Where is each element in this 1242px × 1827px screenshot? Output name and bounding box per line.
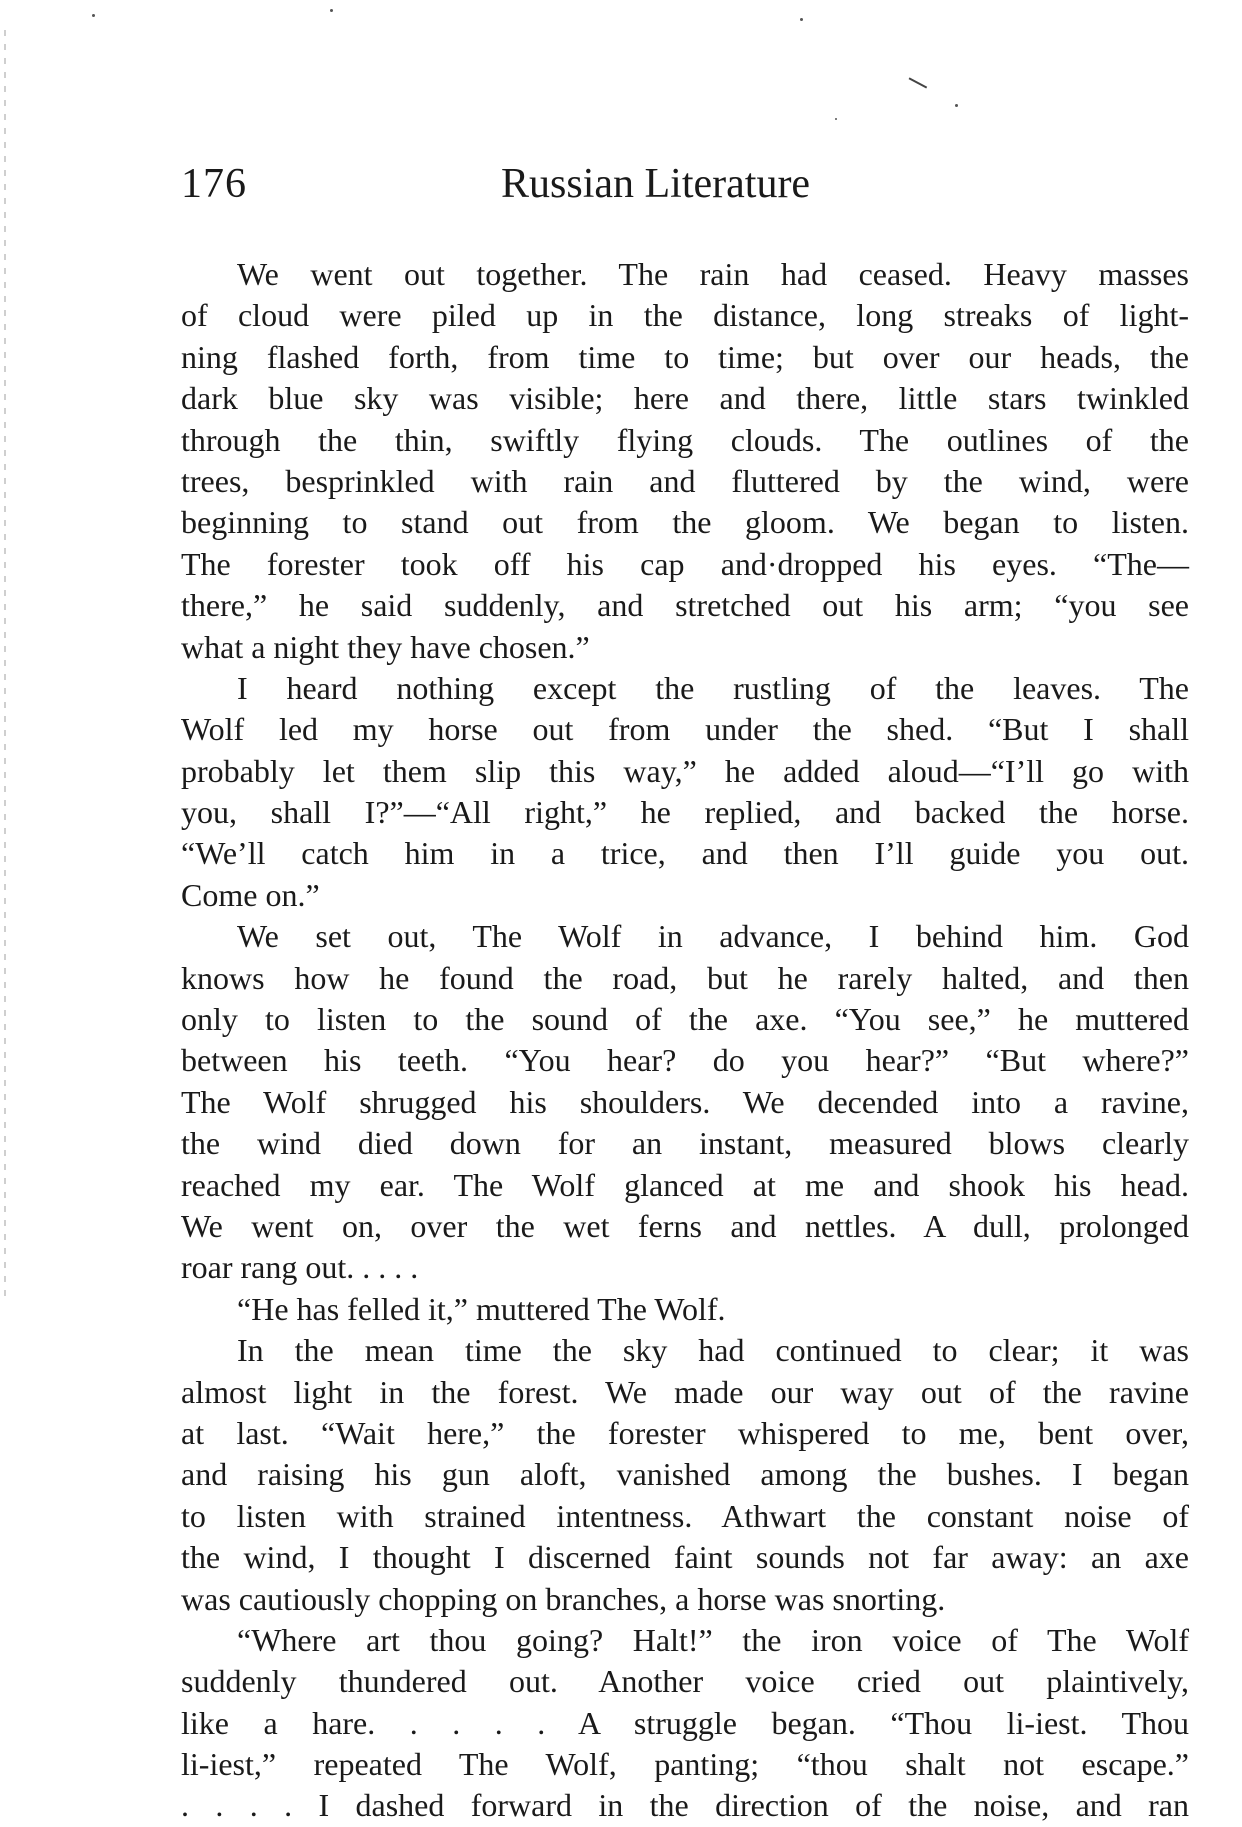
text-line: I heard nothing except the rustling of the leaves. The — [237, 669, 1189, 706]
scan-speck — [330, 9, 333, 12]
text-line: reached my ear. The Wolf glanced at me and shook his head. — [181, 1166, 1189, 1203]
text-line: suddenly thundered out. Another voice cried out plaintively, — [181, 1663, 1189, 1700]
text-line: there,” he said suddenly, and stretched out his arm; “you see — [181, 587, 1189, 624]
text-line: Come on.” — [181, 876, 320, 913]
scan-mark — [909, 77, 927, 88]
text-line: like a hare. . . . . A struggle began. “Thou li-iest. Thou — [181, 1704, 1189, 1741]
text-line: li-iest,” repeated The Wolf, panting; “thou shalt not escape.” — [181, 1746, 1189, 1783]
text-line: and raising his gun aloft, vanished among the bushes. I began — [181, 1456, 1189, 1493]
text-line: what a night they have chosen.” — [181, 628, 590, 665]
text-line: roar rang out. . . . . — [181, 1249, 419, 1286]
text-line: The Wolf shrugged his shoulders. We decended into a ravine, — [181, 1083, 1189, 1120]
running-title: Russian Literature — [501, 161, 811, 207]
text-line: trees, besprinkled with rain and fluttered by the wind, were — [181, 462, 1189, 499]
text-line: We went out together. The rain had ceased. Heavy masses — [237, 256, 1189, 292]
text-line: “He has felled it,” muttered The Wolf. — [237, 1290, 726, 1327]
text-line: beginning to stand out from the gloom. We began to listen. — [181, 504, 1189, 541]
text-line: ning flashed forth, from time to time; but over our heads, the — [181, 338, 1189, 375]
page-header — [181, 160, 1191, 220]
text-line: through the thin, swiftly flying clouds. The outlines of the — [181, 421, 1189, 458]
text-line: at last. “Wait here,” the forester whispered to me, bent over, — [181, 1414, 1189, 1451]
text-line: We set out, The Wolf in advance, I behind him. God — [237, 918, 1189, 955]
scan-speck — [835, 118, 837, 120]
text-line: The forester took off his cap and·dropped his eyes. “The— — [181, 545, 1189, 582]
page-number: 176 — [181, 161, 247, 207]
text-line: was cautiously chopping on branches, a horse was snorting. — [181, 1580, 946, 1617]
scan-speck — [955, 104, 958, 107]
text-line: only to listen to the sound of the axe. “You see,” he muttered — [181, 1001, 1189, 1038]
text-line: the wind, I thought I discerned faint sounds not far away: an axe — [181, 1539, 1189, 1576]
text-line: almost light in the forest. We made our way out of the ravine — [181, 1373, 1189, 1410]
scan-speck — [800, 18, 803, 21]
text-line: of cloud were piled up in the distance, long streaks of light- — [181, 297, 1189, 334]
text-line: “Where art thou going? Halt!” the iron voice of The Wolf — [237, 1621, 1189, 1658]
text-line: . . . . I dashed forward in the direction of the noise, and ran — [181, 1787, 1189, 1824]
text-line: the wind died down for an instant, measured blows clearly — [181, 1125, 1189, 1162]
text-line: Wolf led my horse out from under the shed. “But I shall — [181, 711, 1189, 748]
body-text — [181, 254, 1189, 1827]
text-line: dark blue sky was visible; here and there, little stars twinkled — [181, 380, 1189, 417]
text-line: “We’ll catch him in a trice, and then I’ll guide you out. — [181, 835, 1189, 872]
text-line: you, shall I?”—“All right,” he replied, and backed the horse. — [181, 794, 1189, 831]
scan-speck — [92, 14, 95, 17]
text-line: to listen with strained intentness. Athwart the constant noise of — [181, 1497, 1189, 1534]
text-line: knows how he found the road, but he rarely halted, and then — [181, 959, 1189, 996]
text-line: We went on, over the wet ferns and nettles. A dull, prolonged — [181, 1207, 1189, 1244]
text-line: probably let them slip this way,” he added aloud—“I’ll go with — [181, 752, 1189, 789]
text-line: between his teeth. “You hear? do you hear?” “But where?” — [181, 1042, 1189, 1079]
binding-gutter-marks — [4, 30, 6, 1300]
text-line: In the mean time the sky had continued to clear; it was — [237, 1332, 1189, 1369]
